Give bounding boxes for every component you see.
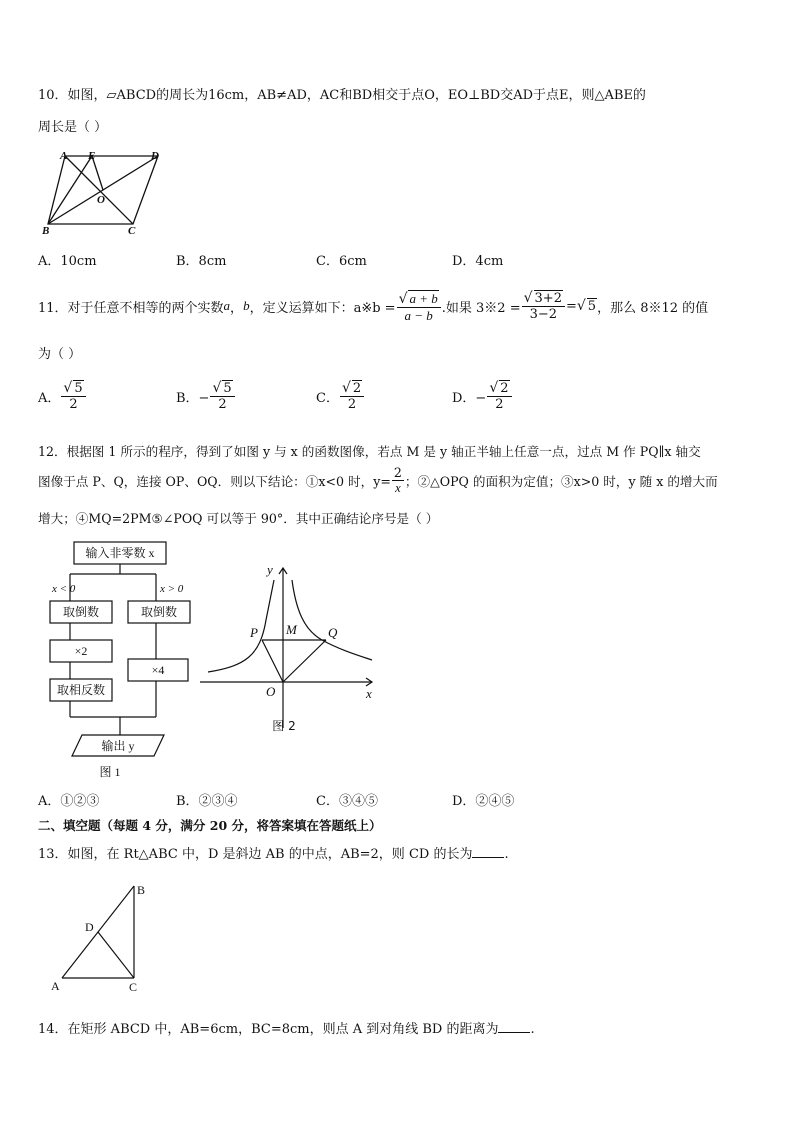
q11-opt-c-rad: 2 — [352, 381, 362, 396]
q11-opt-d-label: D．− — [452, 390, 487, 406]
fig10-label-o: O — [97, 194, 105, 206]
q14-end: . — [530, 1022, 535, 1037]
q11-option-b[interactable]: B．− $\frac{√ 5}{2}$ — [176, 380, 236, 412]
q10-option-a[interactable]: A．10cm — [38, 254, 97, 269]
q12-frac-den: x — [395, 480, 401, 495]
q11-option-c[interactable]: C． $\frac{√ 2}{2}$ — [316, 380, 365, 412]
fig10-label-a: A — [60, 150, 68, 162]
q12-option-d[interactable]: D．②④⑤ — [452, 794, 515, 809]
q12-line1: 12．根据图 1 所示的程序，得到了如图 y 与 x 的函数图像，若点 M 是 y 轴正半轴上任意一点，过点 M 作 PQ∥x 轴交 — [38, 444, 701, 459]
fig10-label-e: E — [88, 150, 96, 162]
q13-text — [38, 843, 509, 862]
q12-graph-figure — [200, 560, 380, 740]
q12-frac-num: 2 — [393, 464, 402, 480]
q11-ex-num: 3+2 — [534, 291, 562, 306]
graph-label-o: O — [266, 684, 276, 699]
q11-text-c: .如果 3※2 = — [441, 300, 521, 316]
q11-opt-a-label: A． — [38, 390, 61, 406]
fig10-label-b: B — [42, 225, 50, 236]
q12-line2-a: 图像于点 P、Q，连接 OP、OQ．则以下结论：①x<0 时，y= — [38, 473, 391, 489]
q13-end: . — [504, 847, 509, 862]
q11-opt-c-label: C． — [316, 390, 339, 406]
flow-right-1: 取倒数 — [140, 605, 178, 619]
q11-opt-b-rad: 5 — [223, 381, 232, 396]
fig13-label-b: B — [137, 883, 146, 897]
q12-flowchart-figure — [40, 538, 200, 782]
fig13-label-a: A — [51, 979, 60, 993]
q10-option-c[interactable]: C．6cm — [316, 254, 367, 269]
q14-text — [38, 1018, 535, 1037]
graph-label-p: P — [250, 625, 258, 640]
fig10-label-c: C — [128, 225, 136, 236]
q11-opt-d-rad: 2 — [500, 381, 509, 396]
graph-label-y: y — [267, 562, 273, 577]
q11-ex-den: 3−2 — [529, 307, 557, 322]
q10-line2: 周长是（ ） — [38, 120, 108, 135]
q11-def-den: a − b — [404, 307, 433, 323]
flow-start: 输入非零数 x — [85, 546, 155, 560]
q10-parallelogram-figure — [40, 148, 170, 236]
q11-opt-b-label: B．− — [176, 390, 210, 406]
flow-left-1: 取倒数 — [62, 605, 100, 619]
q11-text-b: ，定义运算如下：a※b = — [249, 300, 396, 316]
q12-option-a[interactable]: A．①②③ — [38, 794, 100, 809]
q11-opt-b-den: 2 — [218, 397, 227, 412]
q11-option-d[interactable]: D．− $\frac{√ 2}{2}$ — [452, 380, 513, 412]
q11-opt-d-den: 2 — [495, 397, 504, 412]
q11-opt-a-rad: 5 — [74, 381, 83, 396]
q11-line2: 为（ ） — [38, 347, 82, 362]
q11-ex-eq: = — [565, 298, 577, 314]
q12-line2 — [38, 462, 718, 498]
q11-comma: ， — [230, 300, 244, 316]
q11-opt-c-den: 2 — [347, 397, 357, 412]
q11-option-a[interactable]: A． $\frac{√ 5}{2}$ — [38, 380, 87, 412]
q12-line3: 增大；④MQ=2PM⑤∠POQ 可以等于 90°．其中正确结论序号是（ ） — [38, 511, 439, 526]
fig13-label-c: C — [129, 980, 138, 994]
fig10-label-d: D — [151, 150, 159, 162]
q12-option-b[interactable]: B．②③④ — [176, 794, 238, 809]
q13-triangle-figure — [46, 878, 156, 1000]
q11-opt-a-den: 2 — [69, 397, 78, 412]
q11-text-d: ，那么 8※12 的值 — [597, 300, 709, 316]
graph-caption: 图 2 — [272, 719, 296, 733]
q11-ex-val: 5 — [587, 299, 597, 314]
q14-answer-blank[interactable] — [498, 1020, 530, 1033]
q14-text-body: 14．在矩形 ABCD 中，AB=6cm，BC=8cm，则点 A 到对角线 BD 的距离为 — [38, 1022, 499, 1037]
flow-right-cond: x > 0 — [160, 583, 184, 595]
flow-right-2: ×4 — [151, 663, 165, 677]
flow-left-3: 取相反数 — [56, 683, 106, 697]
section-2-heading: 二、填空题（每题 4 分，满分 20 分，将答案填在答题纸上） — [38, 818, 382, 833]
flow-output: 输出 y — [101, 739, 135, 753]
q11-var-b: b — [243, 298, 250, 313]
fig13-label-d: D — [85, 920, 94, 934]
q10-line1: 10．如图，▱ABCD的周长为16cm，AB≠AD，AC和BD相交于点O，EO⊥BD交AD于点E，则△ABE的 — [38, 88, 646, 103]
q12-line2-b: ；②△OPQ 的面积为定值；③x>0 时，y 随 x 的增大而 — [404, 473, 718, 489]
q11-example-fraction: $\frac{√ 3+2}{3-2}$ — [522, 290, 565, 322]
q11-var-a: a — [223, 298, 231, 313]
q12-option-c[interactable]: C．③④⑤ — [316, 794, 378, 809]
q11-def-fraction: $\frac{√ a + b}{a - b}$ — [397, 290, 441, 323]
q13-text-body: 13．如图，在 Rt△ABC 中，D 是斜边 AB 的中点，AB=2，则 CD 的长为 — [38, 847, 473, 862]
flow-left-2: ×2 — [74, 644, 88, 658]
graph-label-x: x — [366, 686, 372, 701]
q11-text-a: 11．对于任意不相等的两个实数 — [38, 300, 224, 316]
graph-label-m: M — [286, 622, 297, 637]
graph-label-q: Q — [328, 625, 338, 640]
flow-caption: 图 1 — [99, 765, 121, 779]
q10-option-d[interactable]: D．4cm — [452, 254, 504, 269]
q10-option-b[interactable]: B．8cm — [176, 254, 227, 269]
q11-line1: 11．对于任意不相等的两个实数 a ， b ，定义运算如下：a※b = $\frac{√ a + b}{a - b}$ .如果 3※2 = $\frac{√ 3+2}{3-2}$ = √ 5 ，那么 8※12 的值 — [38, 290, 709, 323]
q11-def-num: a + b — [409, 290, 438, 306]
q13-answer-blank[interactable] — [472, 845, 504, 858]
flow-left-cond: x < 0 — [52, 583, 76, 595]
